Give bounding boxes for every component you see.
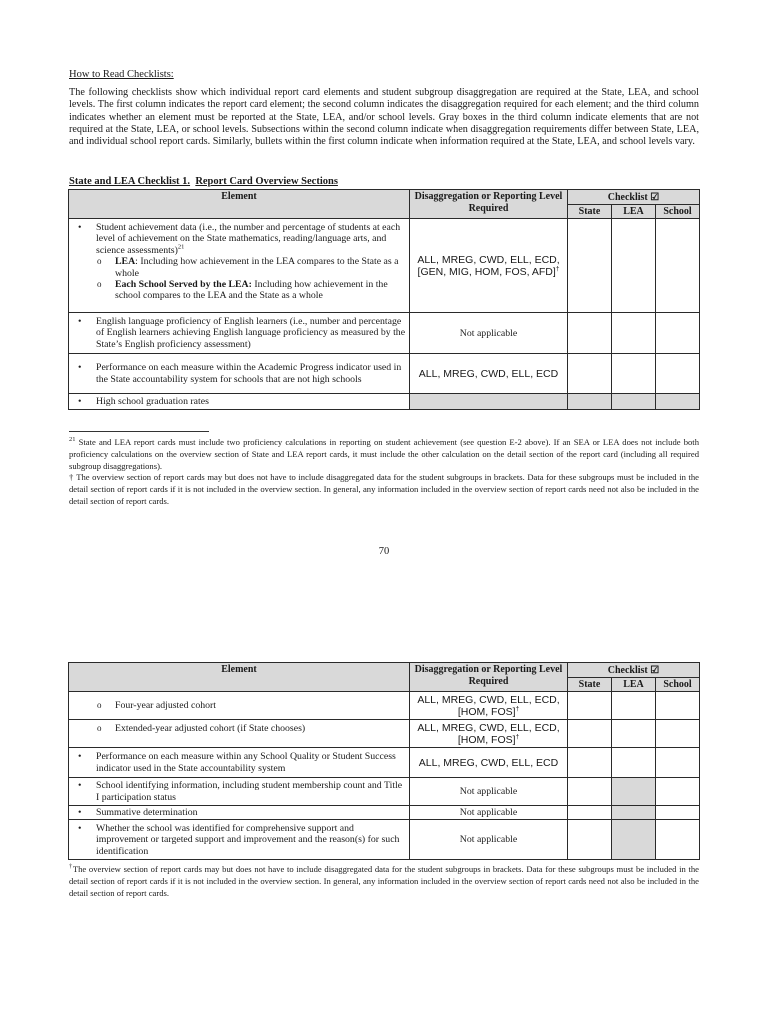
element-cell <box>69 692 410 720</box>
caption-title: Report Card Overview Sections <box>195 176 338 187</box>
header-state: State <box>568 678 612 692</box>
disagg-text: [HOM, FOS] <box>457 705 516 718</box>
disaggregation-cell: ALL, MREG, CWD, ELL, ECD <box>410 748 568 778</box>
dagger-ref: † <box>555 265 560 272</box>
checkbox-school[interactable] <box>656 219 700 313</box>
disaggregation-cell <box>410 394 568 410</box>
element-cell <box>69 748 410 778</box>
list-item: • Summative determination <box>72 807 406 818</box>
header-checklist <box>568 663 700 678</box>
checkbox-lea[interactable] <box>612 692 656 720</box>
header-disaggregation: Disaggregation or Reporting Level Required <box>410 190 568 219</box>
table-row <box>69 354 700 394</box>
checkbox-school[interactable] <box>656 692 700 720</box>
checkbox-school[interactable] <box>656 720 700 748</box>
footnote-ref: 21 <box>177 243 185 251</box>
footnotes <box>69 437 699 508</box>
disagg-text: [HOM, FOS] <box>457 733 516 746</box>
checkbox-lea[interactable] <box>612 354 656 394</box>
disagg-line <box>413 734 564 746</box>
checkbox-state[interactable] <box>568 778 612 806</box>
header-lea: LEA <box>612 205 656 219</box>
disagg-line <box>413 706 564 718</box>
list-item: • School identifying information, including student membership count and Title I participation status <box>72 780 406 803</box>
gray-box <box>612 820 656 860</box>
checkbox-state[interactable] <box>568 806 612 820</box>
table-row <box>69 394 700 410</box>
table-row <box>69 748 700 778</box>
how-to-read-heading: How to Read Checklists: <box>69 69 174 80</box>
checklist-table-1 <box>68 189 700 410</box>
header-element: Element <box>69 190 410 219</box>
element-cell <box>69 820 410 860</box>
element-cell <box>69 806 410 820</box>
checklist-label: Checklist ☑ <box>607 191 660 203</box>
header-element: Element <box>69 663 410 692</box>
element-cell <box>69 720 410 748</box>
checkbox-state[interactable] <box>568 313 612 354</box>
page-number: 70 <box>378 546 390 557</box>
checkbox-lea[interactable] <box>612 219 656 313</box>
checkbox-school[interactable] <box>656 354 700 394</box>
dagger-ref: † <box>515 705 520 712</box>
table-row <box>69 806 700 820</box>
list-item <box>72 256 406 279</box>
checkbox-school[interactable] <box>656 778 700 806</box>
table-row <box>69 778 700 806</box>
disagg-line: ALL, MREG, CWD, ELL, ECD, <box>417 253 560 266</box>
disaggregation-cell <box>410 219 568 313</box>
header-checklist <box>568 190 700 205</box>
caption-prefix: State and LEA Checklist 1. <box>69 176 191 187</box>
header-state: State <box>568 205 612 219</box>
element-cell <box>69 313 410 354</box>
list-item: o Four-year adjusted cohort <box>72 700 406 711</box>
checkbox-school[interactable] <box>656 820 700 860</box>
footnote-text: State and LEA report cards must include two proficiency calculations in reporting on student achievement (see question E-2 above). If an SEA or LEA does not include both proficiency calculations on the overview section of State and LEA report cards, it must include the other calculation on the detail section of the report card (including all required subgroup disaggregations). <box>69 437 699 471</box>
checkbox-state[interactable] <box>568 692 612 720</box>
checkbox-lea[interactable] <box>612 748 656 778</box>
list-item: • Performance on each measure within any School Quality or Student Success indicator used in the State accountability system <box>72 751 406 774</box>
list-item: • High school graduation rates <box>72 396 406 407</box>
disaggregation-cell: Not applicable <box>410 820 568 860</box>
footnote-text: The overview section of report cards may but does not have to include disaggregated data for the student subgroups in brackets. Data for these subgroups must be included in the detail section of report cards if it is not included in the overview section. In general, any information included in the overview section of report cards need not also be included in the detail section of report cards. <box>69 472 699 506</box>
checkbox-lea[interactable] <box>612 720 656 748</box>
element-cell <box>69 219 410 313</box>
disaggregation-cell: Not applicable <box>410 778 568 806</box>
checkbox-state[interactable] <box>568 720 612 748</box>
table-note <box>69 864 699 899</box>
footnote-dagger <box>69 472 699 507</box>
disaggregation-cell: Not applicable <box>410 313 568 354</box>
disagg-line: ALL, MREG, CWD, ELL, ECD, <box>417 721 560 734</box>
disagg-line <box>413 266 564 278</box>
dagger-ref: † <box>515 733 520 740</box>
dagger-mark: † <box>69 472 74 483</box>
element-cell <box>69 394 410 410</box>
how-to-read-paragraph: The following checklists show which individual report card elements and student subgroup disaggregation are required at the State, LEA, and school levels. The first column indicates the report card element; the second column indicates the disaggregation required for each element; and the third column indicates whether an element must be reported at the State, LEA, and/or school levels. Gray boxes in the third column indicate elements that are not required at the State, LEA, or school levels. Subsections within the second column indicate when disaggregation requirements differ between State, LEA, and individual school report cards. Similarly, bullets within the first column indicate when information required at the State, LEA, and school levels vary. <box>69 87 699 148</box>
disaggregation-cell <box>410 692 568 720</box>
element-cell <box>69 778 410 806</box>
disaggregation-cell: ALL, MREG, CWD, ELL, ECD <box>410 354 568 394</box>
checkbox-state[interactable] <box>568 748 612 778</box>
list-item <box>72 279 406 302</box>
checkbox-school[interactable] <box>656 806 700 820</box>
list-item: o Extended-year adjusted cohort (if State chooses) <box>72 723 406 734</box>
dagger-mark: † <box>69 863 73 871</box>
achievement-text: Student achievement data (i.e., the number and percentage of students at each level of achievement on the State mathematics, reading/language arts, and science assessments) <box>96 222 401 256</box>
header-school: School <box>656 678 700 692</box>
disagg-line: ALL, MREG, CWD, ELL, ECD, <box>417 693 560 706</box>
checkbox-school[interactable] <box>656 313 700 354</box>
list-item: • Performance on each measure within the Academic Progress indicator used in the State accountability system for schools that are not high schools <box>72 362 406 385</box>
table-caption <box>69 176 338 187</box>
table-row <box>69 820 700 860</box>
gray-box <box>656 394 700 410</box>
gray-box <box>612 394 656 410</box>
header-lea: LEA <box>612 678 656 692</box>
header-disaggregation: Disaggregation or Reporting Level Required <box>410 663 568 692</box>
list-item: • English language proficiency of English learners (i.e., number and percentage of English learners achieving English language proficiency as measured by the State’s English proficiency assessment) <box>72 316 406 350</box>
sub-label: LEA <box>115 256 136 268</box>
footnote-divider <box>69 431 209 432</box>
checkbox-state[interactable] <box>568 219 612 313</box>
footnote-21 <box>69 437 699 472</box>
list-item: • Whether the school was identified for comprehensive support and improvement or targeted support and improvement and the reason(s) for such identification <box>72 823 406 857</box>
checkbox-state[interactable] <box>568 354 612 394</box>
note-text: The overview section of report cards may but does not have to include disaggregated data for the student subgroups in brackets. Data for these subgroups must be included in the detail section of report cards if it is not included in the overview section. In general, any information included in the overview section of report cards need not also be included in the detail section of report cards. <box>69 864 699 898</box>
checkbox-lea[interactable] <box>612 313 656 354</box>
disaggregation-cell <box>410 720 568 748</box>
header-school: School <box>656 205 700 219</box>
sub-text: : Including how achievement in the LEA compares to the State as a whole <box>115 256 399 279</box>
table-row <box>69 313 700 354</box>
footnote-number: 21 <box>69 436 76 444</box>
gray-box <box>568 394 612 410</box>
table-row <box>69 720 700 748</box>
checkbox-state[interactable] <box>568 820 612 860</box>
element-cell <box>69 354 410 394</box>
list-item <box>72 222 406 256</box>
sub-label: Each School Served by the LEA: <box>115 279 252 291</box>
sub-text: Including how achievement in the school compares to the LEA and the State as a whole <box>115 279 388 302</box>
checkbox-school[interactable] <box>656 748 700 778</box>
table-row <box>69 219 700 313</box>
gray-box <box>612 778 656 806</box>
checklist-label: Checklist ☑ <box>607 664 660 676</box>
disagg-text: [GEN, MIG, HOM, FOS, AFD] <box>417 265 556 278</box>
checklist-table-2 <box>68 662 700 860</box>
gray-box <box>612 806 656 820</box>
table-row <box>69 692 700 720</box>
disaggregation-cell: Not applicable <box>410 806 568 820</box>
